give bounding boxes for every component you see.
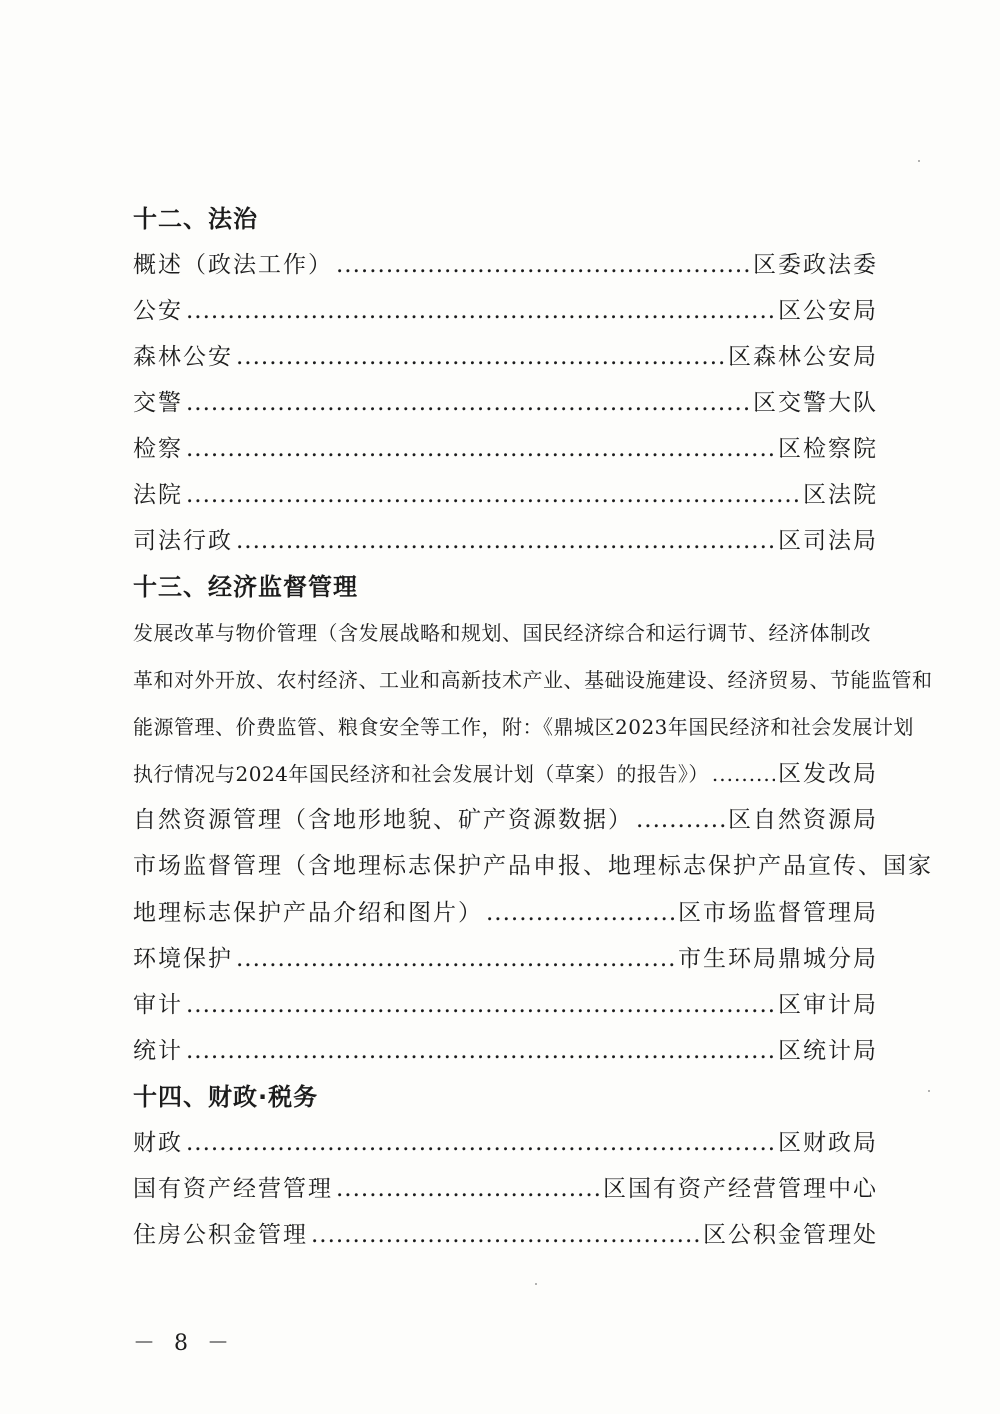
toc-entry	[133, 288, 878, 334]
entry-org: 区委政法委	[753, 252, 878, 278]
entry-label: 国有资产经营管理	[133, 1176, 333, 1202]
leader-dots	[186, 982, 775, 1028]
leader-dots	[186, 288, 775, 334]
scan-speck	[918, 160, 920, 162]
toc-entry	[133, 1028, 878, 1074]
entry-text-line: 市场监督管理（含地理标志保护产品申报、地理标志保护产品宣传、国家	[133, 853, 933, 879]
entry-org: 区国有资产经营管理中心	[603, 1176, 878, 1202]
entry-label: 地理标志保护产品介绍和图片）	[133, 900, 483, 926]
entry-org: 区司法局	[778, 528, 878, 554]
entry-text-line: 发展改革与物价管理（含发展战略和规划、国民经济综合和运行调节、经济体制改	[133, 621, 871, 645]
toc-entry	[133, 518, 878, 564]
toc-entry-multiline	[133, 843, 933, 890]
toc-entry	[133, 1120, 878, 1166]
toc-entry-multiline	[133, 610, 933, 751]
toc-entry	[133, 890, 878, 936]
entry-org: 区审计局	[778, 992, 878, 1018]
entry-org: 区交警大队	[753, 390, 878, 416]
entry-label: 检察	[133, 436, 183, 462]
entry-org: 区公安局	[778, 298, 878, 324]
section-heading-13: 十三、经济监督管理	[133, 573, 358, 601]
entry-org: 区发改局	[778, 761, 878, 787]
entry-org: 区公积金管理处	[703, 1222, 878, 1248]
leader-dots	[311, 1212, 700, 1258]
leader-dots	[712, 751, 775, 797]
entry-label: 交警	[133, 390, 183, 416]
section-heading-12: 十二、法治	[133, 205, 258, 233]
toc-entry	[133, 380, 878, 426]
page-number: － 8 －	[133, 1331, 235, 1356]
entry-org: 区市场监督管理局	[678, 900, 878, 926]
entry-label: 环境保护	[133, 946, 233, 972]
entry-label: 森林公安	[133, 344, 233, 370]
entry-text-line: 能源管理、价费监管、粮食安全等工作，附：《鼎城区2023年国民经济和社会发展计划	[133, 715, 914, 739]
leader-dots	[186, 380, 750, 426]
entry-org: 区森林公安局	[728, 344, 878, 370]
entry-org: 区财政局	[778, 1130, 878, 1156]
leader-dots	[186, 1120, 775, 1166]
leader-dots	[186, 1028, 775, 1074]
toc-entry	[133, 426, 878, 472]
leader-dots	[186, 472, 800, 518]
leader-dots	[636, 797, 725, 843]
entry-label: 法院	[133, 482, 183, 508]
toc-entry	[133, 472, 878, 518]
entry-label: 财政	[133, 1130, 183, 1156]
toc-entry	[133, 936, 878, 982]
entry-org: 区法院	[803, 482, 878, 508]
leader-dots	[336, 242, 750, 288]
toc-entry	[133, 797, 878, 843]
toc-entry	[133, 1166, 878, 1212]
leader-dots	[336, 1166, 600, 1212]
toc-entry	[133, 242, 878, 288]
toc-entry	[133, 334, 878, 380]
entry-label: 概述（政法工作）	[133, 252, 333, 278]
scan-speck	[928, 1090, 930, 1092]
leader-dots	[486, 890, 675, 936]
leader-dots	[236, 936, 675, 982]
entry-label: 住房公积金管理	[133, 1222, 308, 1248]
entry-org: 市生环局鼎城分局	[678, 946, 878, 972]
entry-text-line: 革和对外开放、农村经济、工业和高新技术产业、基础设施建设、经济贸易、节能监管和	[133, 668, 933, 692]
entry-org: 区检察院	[778, 436, 878, 462]
toc-content	[133, 196, 933, 1258]
entry-label: 司法行政	[133, 528, 233, 554]
section-heading-14: 十四、财政·税务	[133, 1083, 319, 1111]
leader-dots	[236, 334, 725, 380]
entry-label: 公安	[133, 298, 183, 324]
toc-entry	[133, 1212, 878, 1258]
entry-org: 区自然资源局	[728, 807, 878, 833]
entry-label: 审计	[133, 992, 183, 1018]
entry-org: 区统计局	[778, 1038, 878, 1064]
leader-dots	[186, 426, 775, 472]
entry-label: 自然资源管理（含地形地貌、矿产资源数据）	[133, 807, 633, 833]
toc-entry	[133, 751, 878, 797]
entry-label: 统计	[133, 1038, 183, 1064]
scan-speck	[535, 1283, 537, 1285]
leader-dots	[236, 518, 775, 564]
toc-entry	[133, 982, 878, 1028]
entry-label: 执行情况与2024年国民经济和社会发展计划（草案）的报告》）	[133, 762, 709, 786]
